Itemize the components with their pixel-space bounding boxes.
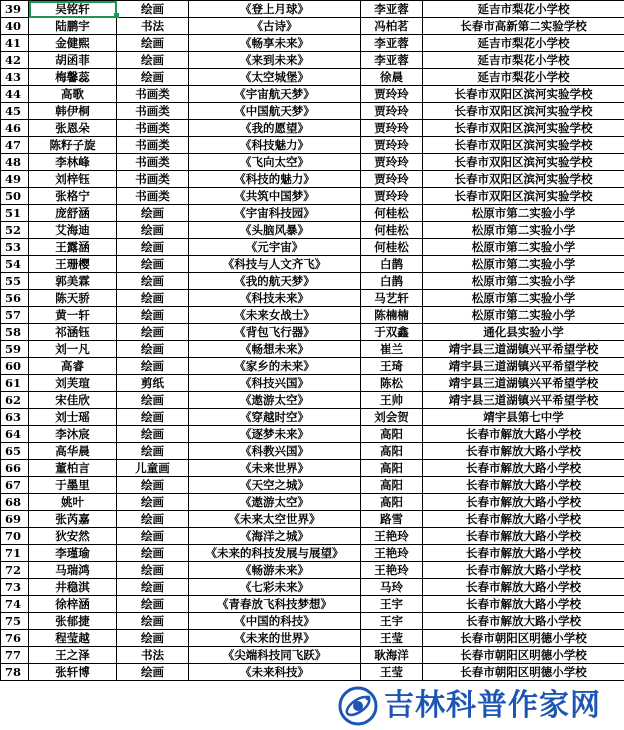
school-name-cell[interactable]: 长春市解放大路小学校 — [423, 579, 624, 596]
category-cell[interactable]: 绘画 — [117, 205, 189, 222]
table-row — [1, 86, 624, 103]
row-number-cell[interactable]: 72 — [1, 562, 29, 579]
artwork-title-cell[interactable]: 《科技魅力》 — [189, 137, 361, 154]
artwork-title-cell[interactable]: 《我的愿望》 — [189, 120, 361, 137]
category-cell[interactable]: 绘画 — [117, 307, 189, 324]
row-number-cell[interactable]: 63 — [1, 409, 29, 426]
fill-handle[interactable] — [114, 13, 119, 18]
teacher-name-cell[interactable]: 贾玲玲 — [361, 103, 423, 120]
artwork-title-cell[interactable]: 《中国的科技》 — [189, 613, 361, 630]
category-cell[interactable]: 书画类 — [117, 86, 189, 103]
student-name-cell[interactable]: 程莹越 — [29, 630, 117, 647]
student-name-cell[interactable]: 张格宁 — [29, 188, 117, 205]
category-cell[interactable]: 绘画 — [117, 562, 189, 579]
student-name-cell[interactable]: 胡函菲 — [29, 52, 117, 69]
student-name-cell[interactable]: 王露涵 — [29, 239, 117, 256]
row-number-cell[interactable]: 69 — [1, 511, 29, 528]
student-name-cell[interactable]: 高歌 — [29, 86, 117, 103]
student-name-cell[interactable]: 陈天骄 — [29, 290, 117, 307]
category-cell[interactable]: 绘画 — [117, 1, 189, 18]
school-name-cell[interactable]: 靖宇县第七中学 — [423, 409, 624, 426]
teacher-name-cell[interactable]: 陈楠楠 — [361, 307, 423, 324]
category-cell[interactable]: 绘画 — [117, 494, 189, 511]
row-number-cell[interactable]: 46 — [1, 120, 29, 137]
student-name-cell[interactable]: 黄一轩 — [29, 307, 117, 324]
category-cell[interactable]: 绘画 — [117, 579, 189, 596]
table-row — [1, 307, 624, 324]
table-row — [1, 562, 624, 579]
category-cell[interactable]: 绘画 — [117, 426, 189, 443]
artwork-title-cell[interactable]: 《未来科技》 — [189, 664, 361, 681]
table-row — [1, 256, 624, 273]
school-name-cell[interactable]: 松原市第二实验小学 — [423, 290, 624, 307]
table-row — [1, 290, 624, 307]
artwork-title-cell[interactable]: 《天空之城》 — [189, 477, 361, 494]
school-name-cell[interactable]: 长春市解放大路小学校 — [423, 443, 624, 460]
row-number-cell[interactable]: 54 — [1, 256, 29, 273]
row-number-cell[interactable]: 51 — [1, 205, 29, 222]
school-name-cell[interactable]: 通化县实验小学 — [423, 324, 624, 341]
teacher-name-cell[interactable]: 李亚蓉 — [361, 1, 423, 18]
category-cell[interactable]: 书画类 — [117, 120, 189, 137]
artwork-title-cell[interactable]: 《尖端科技同飞跃》 — [189, 647, 361, 664]
watermark-text: 吉林科普作家网 — [384, 687, 601, 723]
student-name-cell[interactable]: 艾海迪 — [29, 222, 117, 239]
category-cell[interactable]: 绘画 — [117, 477, 189, 494]
category-cell[interactable]: 书法 — [117, 18, 189, 35]
student-name-cell[interactable]: 张恩朵 — [29, 120, 117, 137]
table-row — [1, 222, 624, 239]
artwork-title-cell[interactable]: 《背包飞行器》 — [189, 324, 361, 341]
table-row — [1, 324, 624, 341]
artwork-title-cell[interactable]: 《遨游太空》 — [189, 494, 361, 511]
table-row — [1, 52, 624, 69]
school-name-cell[interactable]: 长春市高新第二实验学校 — [423, 18, 624, 35]
category-cell[interactable]: 绘画 — [117, 596, 189, 613]
category-cell[interactable]: 绘画 — [117, 392, 189, 409]
table-row — [1, 443, 624, 460]
student-name-cell[interactable]: 高华晨 — [29, 443, 117, 460]
row-number-cell[interactable]: 58 — [1, 324, 29, 341]
student-name-cell[interactable]: 高睿 — [29, 358, 117, 375]
category-cell[interactable]: 儿童画 — [117, 460, 189, 477]
table-body — [1, 1, 624, 681]
table-row — [1, 426, 624, 443]
teacher-name-cell[interactable]: 贾玲玲 — [361, 171, 423, 188]
teacher-name-cell[interactable]: 刘会贺 — [361, 409, 423, 426]
teacher-name-cell[interactable]: 王艳玲 — [361, 528, 423, 545]
student-name-cell[interactable]: 宋佳欣 — [29, 392, 117, 409]
school-name-cell[interactable]: 延吉市梨花小学校 — [423, 52, 624, 69]
table-row — [1, 18, 624, 35]
table-row — [1, 596, 624, 613]
student-name-cell[interactable]: 金健熙 — [29, 35, 117, 52]
row-number-cell[interactable]: 71 — [1, 545, 29, 562]
school-name-cell[interactable]: 松原市第二实验小学 — [423, 273, 624, 290]
row-number-cell[interactable]: 70 — [1, 528, 29, 545]
category-cell[interactable]: 绘画 — [117, 358, 189, 375]
artwork-title-cell[interactable]: 《科技兴国》 — [189, 375, 361, 392]
artwork-title-cell[interactable]: 《科技未来》 — [189, 290, 361, 307]
school-name-cell[interactable]: 长春市双阳区滨河实验学校 — [423, 154, 624, 171]
student-name-cell[interactable]: 董柏言 — [29, 460, 117, 477]
teacher-name-cell[interactable]: 李亚蓉 — [361, 52, 423, 69]
teacher-name-cell[interactable]: 贾玲玲 — [361, 86, 423, 103]
table-row — [1, 409, 624, 426]
teacher-name-cell[interactable]: 白鹊 — [361, 273, 423, 290]
student-name-cell[interactable]: 张郁捷 — [29, 613, 117, 630]
student-name-cell[interactable]: 井稳淇 — [29, 579, 117, 596]
artwork-title-cell[interactable]: 《畅想未来》 — [189, 341, 361, 358]
artwork-title-cell[interactable]: 《畅享未来》 — [189, 35, 361, 52]
teacher-name-cell[interactable]: 高阳 — [361, 477, 423, 494]
student-name-cell[interactable]: 刘芙瑄 — [29, 375, 117, 392]
school-name-cell[interactable]: 长春市朝阳区明德小学校 — [423, 630, 624, 647]
student-name-cell[interactable]: 韩伊桐 — [29, 103, 117, 120]
table-row — [1, 273, 624, 290]
category-cell[interactable]: 书画类 — [117, 154, 189, 171]
table-row — [1, 103, 624, 120]
teacher-name-cell[interactable]: 王莹 — [361, 664, 423, 681]
table-row — [1, 120, 624, 137]
artwork-title-cell[interactable]: 《海洋之城》 — [189, 528, 361, 545]
row-number-cell[interactable]: 40 — [1, 18, 29, 35]
category-cell[interactable]: 绘画 — [117, 528, 189, 545]
student-name-cell[interactable]: 吴铭轩 — [29, 1, 117, 18]
student-name-cell[interactable]: 李沐宸 — [29, 426, 117, 443]
artwork-title-cell[interactable]: 《未来的世界》 — [189, 630, 361, 647]
artwork-title-cell[interactable]: 《科技的魅力》 — [189, 171, 361, 188]
school-name-cell[interactable]: 长春市双阳区滨河实验学校 — [423, 103, 624, 120]
row-number-cell[interactable]: 41 — [1, 35, 29, 52]
teacher-name-cell[interactable]: 耿海洋 — [361, 647, 423, 664]
student-name-cell[interactable]: 刘士瑶 — [29, 409, 117, 426]
artwork-title-cell[interactable]: 《畅游未来》 — [189, 562, 361, 579]
teacher-name-cell[interactable]: 于双鑫 — [361, 324, 423, 341]
category-cell[interactable]: 绘画 — [117, 239, 189, 256]
school-name-cell[interactable]: 长春市解放大路小学校 — [423, 477, 624, 494]
student-name-cell[interactable]: 郭美霖 — [29, 273, 117, 290]
teacher-name-cell[interactable]: 王莹 — [361, 630, 423, 647]
table-row — [1, 69, 624, 86]
artwork-title-cell[interactable]: 《飞向太空》 — [189, 154, 361, 171]
artwork-title-cell[interactable]: 《中国航天梦》 — [189, 103, 361, 120]
artwork-title-cell[interactable]: 《共筑中国梦》 — [189, 188, 361, 205]
artwork-title-cell[interactable]: 《未来太空世界》 — [189, 511, 361, 528]
category-cell[interactable]: 绘画 — [117, 341, 189, 358]
teacher-name-cell[interactable]: 贾玲玲 — [361, 137, 423, 154]
row-number-cell[interactable]: 42 — [1, 52, 29, 69]
teacher-name-cell[interactable]: 李亚蓉 — [361, 35, 423, 52]
artwork-title-cell[interactable]: 《七彩未来》 — [189, 579, 361, 596]
category-cell[interactable]: 书画类 — [117, 188, 189, 205]
row-number-cell[interactable]: 78 — [1, 664, 29, 681]
artwork-title-cell[interactable]: 《来到未来》 — [189, 52, 361, 69]
school-name-cell[interactable]: 长春市解放大路小学校 — [423, 511, 624, 528]
category-cell[interactable]: 书画类 — [117, 137, 189, 154]
student-name-cell[interactable]: 庞舒涵 — [29, 205, 117, 222]
teacher-name-cell[interactable]: 崔兰 — [361, 341, 423, 358]
school-name-cell[interactable]: 长春市解放大路小学校 — [423, 545, 624, 562]
table-row — [1, 375, 624, 392]
category-cell[interactable]: 绘画 — [117, 511, 189, 528]
artwork-title-cell[interactable]: 《科技与人文齐飞》 — [189, 256, 361, 273]
row-number-cell[interactable]: 44 — [1, 86, 29, 103]
category-cell[interactable]: 绘画 — [117, 256, 189, 273]
teacher-name-cell[interactable]: 马艺轩 — [361, 290, 423, 307]
student-name-cell[interactable]: 狄安然 — [29, 528, 117, 545]
teacher-name-cell[interactable]: 王宇 — [361, 613, 423, 630]
artwork-title-cell[interactable]: 《古诗》 — [189, 18, 361, 35]
table-row — [1, 341, 624, 358]
category-cell[interactable]: 剪纸 — [117, 375, 189, 392]
row-number-cell[interactable]: 55 — [1, 273, 29, 290]
school-name-cell[interactable]: 靖宇县三道湖镇兴平希望学校 — [423, 358, 624, 375]
student-name-cell[interactable]: 张芮嘉 — [29, 511, 117, 528]
teacher-name-cell[interactable]: 冯柏茗 — [361, 18, 423, 35]
table-row — [1, 477, 624, 494]
school-name-cell[interactable]: 延吉市梨花小学校 — [423, 35, 624, 52]
table-row — [1, 1, 624, 18]
artwork-title-cell[interactable]: 《宇宙航天梦》 — [189, 86, 361, 103]
school-name-cell[interactable]: 松原市第二实验小学 — [423, 205, 624, 222]
row-number-cell[interactable]: 53 — [1, 239, 29, 256]
table-row — [1, 358, 624, 375]
category-cell[interactable]: 绘画 — [117, 35, 189, 52]
row-number-cell[interactable]: 57 — [1, 307, 29, 324]
science-atom-logo-icon — [338, 686, 378, 726]
row-number-cell[interactable]: 59 — [1, 341, 29, 358]
school-name-cell[interactable]: 延吉市梨花小学校 — [423, 69, 624, 86]
school-name-cell[interactable]: 长春市朝阳区明德小学校 — [423, 647, 624, 664]
school-name-cell[interactable]: 长春市双阳区滨河实验学校 — [423, 86, 624, 103]
row-number-cell[interactable]: 64 — [1, 426, 29, 443]
student-name-cell[interactable]: 姚叶 — [29, 494, 117, 511]
row-number-cell[interactable]: 67 — [1, 477, 29, 494]
teacher-name-cell[interactable]: 何桂松 — [361, 205, 423, 222]
row-number-cell[interactable]: 65 — [1, 443, 29, 460]
row-number-cell[interactable]: 49 — [1, 171, 29, 188]
teacher-name-cell[interactable]: 高阳 — [361, 426, 423, 443]
school-name-cell[interactable]: 靖宇县三道湖镇兴平希望学校 — [423, 375, 624, 392]
watermark — [338, 681, 624, 730]
student-name-cell[interactable]: 刘一凡 — [29, 341, 117, 358]
school-name-cell[interactable]: 松原市第二实验小学 — [423, 222, 624, 239]
category-cell[interactable]: 书法 — [117, 647, 189, 664]
school-name-cell[interactable]: 松原市第二实验小学 — [423, 239, 624, 256]
school-name-cell[interactable]: 长春市解放大路小学校 — [423, 494, 624, 511]
artwork-title-cell[interactable]: 《头脑风暴》 — [189, 222, 361, 239]
teacher-name-cell[interactable]: 何桂松 — [361, 222, 423, 239]
artwork-title-cell[interactable]: 《宇宙科技园》 — [189, 205, 361, 222]
student-name-cell[interactable]: 王之泽 — [29, 647, 117, 664]
row-number-cell[interactable]: 48 — [1, 154, 29, 171]
student-name-cell[interactable]: 李瑾瑜 — [29, 545, 117, 562]
category-cell[interactable]: 绘画 — [117, 545, 189, 562]
artwork-title-cell[interactable]: 《我的航天梦》 — [189, 273, 361, 290]
row-number-cell[interactable]: 74 — [1, 596, 29, 613]
student-name-cell[interactable]: 梅馨蕊 — [29, 69, 117, 86]
table-row — [1, 613, 624, 630]
school-name-cell[interactable]: 长春市双阳区滨河实验学校 — [423, 188, 624, 205]
teacher-name-cell[interactable]: 徐晨 — [361, 69, 423, 86]
row-number-cell[interactable]: 45 — [1, 103, 29, 120]
student-name-cell[interactable]: 于墨里 — [29, 477, 117, 494]
row-number-cell[interactable]: 68 — [1, 494, 29, 511]
table-row — [1, 137, 624, 154]
artwork-title-cell[interactable]: 《逐梦未来》 — [189, 426, 361, 443]
artwork-title-cell[interactable]: 《遨游太空》 — [189, 392, 361, 409]
school-name-cell[interactable]: 延吉市梨花小学校 — [423, 1, 624, 18]
teacher-name-cell[interactable]: 贾玲玲 — [361, 154, 423, 171]
table-row — [1, 35, 624, 52]
student-name-cell[interactable]: 陆鹏宇 — [29, 18, 117, 35]
teacher-name-cell[interactable]: 高阳 — [361, 443, 423, 460]
artwork-title-cell[interactable]: 《元宇宙》 — [189, 239, 361, 256]
row-number-cell[interactable]: 60 — [1, 358, 29, 375]
category-cell[interactable]: 绘画 — [117, 443, 189, 460]
row-number-cell[interactable]: 43 — [1, 69, 29, 86]
teacher-name-cell[interactable]: 高阳 — [361, 460, 423, 477]
table-row — [1, 647, 624, 664]
table-row — [1, 579, 624, 596]
row-number-cell[interactable]: 52 — [1, 222, 29, 239]
school-name-cell[interactable]: 松原市第二实验小学 — [423, 307, 624, 324]
table-row — [1, 392, 624, 409]
table-row — [1, 205, 624, 222]
student-name-cell[interactable]: 陈籽子旋 — [29, 137, 117, 154]
school-name-cell[interactable]: 长春市解放大路小学校 — [423, 613, 624, 630]
student-name-cell[interactable]: 李林峰 — [29, 154, 117, 171]
row-number-cell[interactable]: 47 — [1, 137, 29, 154]
table-row — [1, 545, 624, 562]
teacher-name-cell[interactable]: 陈松 — [361, 375, 423, 392]
row-number-cell[interactable]: 39 — [1, 1, 29, 18]
row-number-cell[interactable]: 76 — [1, 630, 29, 647]
artwork-title-cell[interactable]: 《未来的科技发展与展望》 — [189, 545, 361, 562]
table-row — [1, 460, 624, 477]
category-cell[interactable]: 绘画 — [117, 273, 189, 290]
table-row — [1, 494, 624, 511]
teacher-name-cell[interactable]: 王艳玲 — [361, 545, 423, 562]
category-cell[interactable]: 绘画 — [117, 324, 189, 341]
category-cell[interactable]: 绘画 — [117, 52, 189, 69]
row-number-cell[interactable]: 62 — [1, 392, 29, 409]
table-row — [1, 188, 624, 205]
category-cell[interactable]: 绘画 — [117, 664, 189, 681]
school-name-cell[interactable]: 松原市第二实验小学 — [423, 256, 624, 273]
school-name-cell[interactable]: 长春市双阳区滨河实验学校 — [423, 171, 624, 188]
category-cell[interactable]: 绘画 — [117, 613, 189, 630]
category-cell[interactable]: 绘画 — [117, 69, 189, 86]
row-number-cell[interactable]: 77 — [1, 647, 29, 664]
teacher-name-cell[interactable]: 王艳玲 — [361, 562, 423, 579]
artwork-title-cell[interactable]: 《科教兴国》 — [189, 443, 361, 460]
table-row — [1, 239, 624, 256]
row-number-cell[interactable]: 50 — [1, 188, 29, 205]
row-number-cell[interactable]: 66 — [1, 460, 29, 477]
student-name-cell[interactable]: 张轩博 — [29, 664, 117, 681]
category-cell[interactable]: 绘画 — [117, 630, 189, 647]
table-row — [1, 664, 624, 681]
teacher-name-cell[interactable]: 高阳 — [361, 494, 423, 511]
table-row — [1, 511, 624, 528]
category-cell[interactable]: 书画类 — [117, 171, 189, 188]
table-row — [1, 154, 624, 171]
school-name-cell[interactable]: 靖宇县三道湖镇兴平希望学校 — [423, 392, 624, 409]
teacher-name-cell[interactable]: 贾玲玲 — [361, 188, 423, 205]
artwork-title-cell[interactable]: 《家乡的未来》 — [189, 358, 361, 375]
teacher-name-cell[interactable]: 贾玲玲 — [361, 120, 423, 137]
teacher-name-cell[interactable]: 王宇 — [361, 596, 423, 613]
school-name-cell[interactable]: 长春市解放大路小学校 — [423, 426, 624, 443]
row-number-cell[interactable]: 75 — [1, 613, 29, 630]
student-name-cell[interactable]: 王珊樱 — [29, 256, 117, 273]
teacher-name-cell[interactable]: 何桂松 — [361, 239, 423, 256]
artwork-title-cell[interactable]: 《未来女战士》 — [189, 307, 361, 324]
student-name-cell[interactable]: 祁涵钰 — [29, 324, 117, 341]
artwork-title-cell[interactable]: 《穿越时空》 — [189, 409, 361, 426]
teacher-name-cell[interactable]: 路雪 — [361, 511, 423, 528]
school-name-cell[interactable]: 长春市朝阳区明德小学校 — [423, 664, 624, 681]
artwork-title-cell[interactable]: 《未来世界》 — [189, 460, 361, 477]
table-row — [1, 528, 624, 545]
school-name-cell[interactable]: 靖宇县三道湖镇兴平希望学校 — [423, 341, 624, 358]
school-name-cell[interactable]: 长春市解放大路小学校 — [423, 596, 624, 613]
category-cell[interactable]: 绘画 — [117, 409, 189, 426]
school-name-cell[interactable]: 长春市双阳区滨河实验学校 — [423, 137, 624, 154]
row-number-cell[interactable]: 61 — [1, 375, 29, 392]
teacher-name-cell[interactable]: 马玲 — [361, 579, 423, 596]
artwork-title-cell[interactable]: 《登上月球》 — [189, 1, 361, 18]
table-row — [1, 171, 624, 188]
row-number-cell[interactable]: 56 — [1, 290, 29, 307]
artwork-title-cell[interactable]: 《青春放飞科技梦想》 — [189, 596, 361, 613]
school-name-cell[interactable]: 长春市解放大路小学校 — [423, 460, 624, 477]
school-name-cell[interactable]: 长春市解放大路小学校 — [423, 562, 624, 579]
school-name-cell[interactable]: 长春市解放大路小学校 — [423, 528, 624, 545]
teacher-name-cell[interactable]: 白鹊 — [361, 256, 423, 273]
category-cell[interactable]: 绘画 — [117, 222, 189, 239]
category-cell[interactable]: 绘画 — [117, 290, 189, 307]
student-name-cell[interactable]: 刘梓钰 — [29, 171, 117, 188]
student-name-cell[interactable]: 马瑞鸿 — [29, 562, 117, 579]
table-row — [1, 630, 624, 647]
student-name-cell[interactable]: 徐梓涵 — [29, 596, 117, 613]
row-number-cell[interactable]: 73 — [1, 579, 29, 596]
school-name-cell[interactable]: 长春市双阳区滨河实验学校 — [423, 120, 624, 137]
teacher-name-cell[interactable]: 王帅 — [361, 392, 423, 409]
category-cell[interactable]: 书画类 — [117, 103, 189, 120]
artwork-title-cell[interactable]: 《太空城堡》 — [189, 69, 361, 86]
teacher-name-cell[interactable]: 王琦 — [361, 358, 423, 375]
